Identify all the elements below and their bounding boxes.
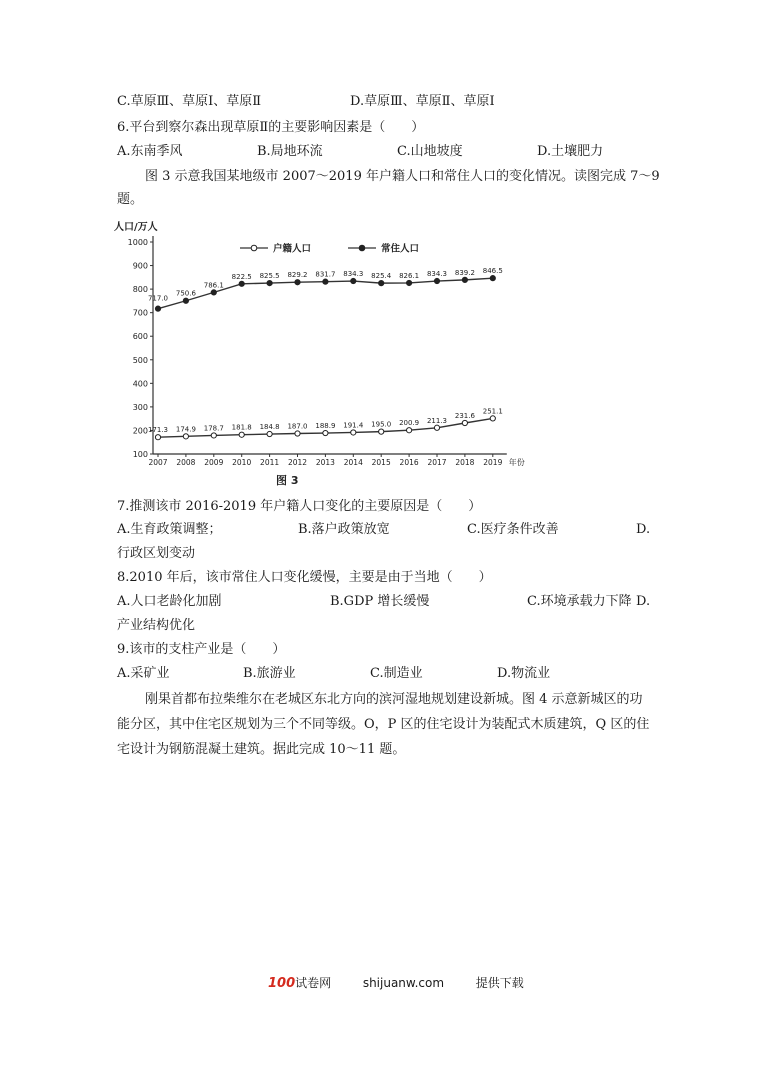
data-label: 826.1 (399, 271, 420, 280)
x-tick-label: 2018 (455, 458, 475, 467)
site-logo: 100 (268, 976, 296, 991)
data-point (183, 434, 188, 439)
y-tick-label: 100 (132, 450, 148, 459)
data-label: 181.8 (231, 423, 252, 432)
data-point (267, 431, 272, 436)
data-label: 750.6 (175, 289, 196, 298)
x-tick-label: 2008 (176, 458, 196, 467)
q8-stem: 8.2010 年后，该市常住人口变化缓慢，主要是由于当地（ ） (117, 570, 492, 585)
q5-option-d: D.草原Ⅲ、草原Ⅱ、草原Ⅰ (350, 94, 495, 109)
x-tick-label: 2014 (343, 458, 363, 467)
data-label: 187.0 (287, 422, 308, 431)
footer (268, 974, 524, 991)
data-label: 834.3 (426, 270, 448, 279)
data-point (379, 281, 384, 286)
q8-option-d: D. (636, 594, 651, 609)
intro-10-11-line3: 宅设计为钢筋混凝土建筑。据此完成 10～11 题。 (117, 742, 406, 757)
y-tick-label: 700 (132, 308, 148, 318)
q7-option-d: D. (636, 522, 651, 537)
q9-option-b: B.旅游业 (243, 666, 296, 681)
q8-option-c: C.环境承载力下降 (527, 594, 632, 609)
population-line-chart (112, 218, 532, 508)
data-label: 834.3 (343, 270, 364, 279)
x-tick-label: 2017 (427, 458, 447, 467)
y-axis-label: 人口/万人 (114, 222, 158, 233)
data-point (323, 430, 328, 435)
intro-10-11-line2: 能分区，其中住宅区规划为三个不同等级。O，P 区的住宅设计为装配式木质建筑，Q 区的住 (117, 717, 650, 732)
data-point (434, 425, 439, 430)
x-tick-label: 2007 (148, 458, 168, 467)
q9-option-d: D.物流业 (497, 666, 551, 681)
x-tick-label: 2011 (260, 458, 280, 467)
data-point (490, 416, 495, 421)
data-point (267, 281, 272, 286)
figure-label: 图 3 (276, 474, 299, 487)
x-tick-label: 2010 (232, 458, 252, 467)
footer-download: 提供下载 (475, 976, 524, 990)
q9-option-a: A.采矿业 (117, 666, 170, 681)
intro-10-11-line1: 刚果首都布拉柴维尔在老城区东北方向的滨河湿地规划建设新城。图 4 示意新城区的功 (145, 692, 643, 707)
q7-stem: 7.推测该市 2016-2019 年户籍人口变化的主要原因是（ ） (117, 499, 482, 514)
data-label: 188.9 (315, 422, 336, 431)
data-label: 178.7 (203, 424, 224, 433)
data-point (407, 280, 412, 285)
q5-option-c: C.草原Ⅲ、草原Ⅰ、草原Ⅱ (117, 94, 262, 109)
x-tick-label: 2012 (287, 458, 308, 467)
x-tick-label: 2009 (204, 458, 224, 467)
data-point (351, 278, 356, 283)
data-label: 195.0 (371, 420, 392, 429)
data-point (295, 431, 300, 436)
data-point (351, 430, 356, 435)
x-axis-label: 年份 (508, 458, 525, 467)
q7-option-d-continued: 行政区划变动 (117, 546, 196, 561)
data-point (295, 280, 300, 285)
data-point (211, 433, 216, 438)
q8-option-b: B.GDP 增长缓慢 (330, 594, 430, 609)
q6-option-c: C.山地坡度 (397, 144, 463, 159)
q9-option-c: C.制造业 (370, 666, 423, 681)
y-tick-label: 800 (132, 285, 148, 295)
data-label: 231.6 (454, 412, 475, 421)
y-tick-label: 600 (132, 332, 148, 342)
data-label: 200.9 (399, 419, 420, 428)
footer-domain[interactable]: shijuanw.com (362, 976, 445, 990)
x-tick-label: 2013 (315, 458, 335, 467)
data-point (155, 306, 160, 311)
q6-stem: 6.平台到察尔森出现草原Ⅱ的主要影响因素是（ ） (117, 120, 425, 135)
x-tick-label: 2015 (371, 458, 391, 467)
data-point (462, 420, 467, 425)
legend-marker (359, 245, 365, 251)
data-label: 717.0 (147, 294, 169, 303)
data-point (155, 435, 160, 440)
data-label: 825.4 (371, 272, 392, 281)
y-tick-label: 900 (132, 261, 148, 271)
q8-option-d-continued: 产业结构优化 (117, 618, 196, 633)
legend-label: 常住人口 (381, 243, 420, 255)
data-point (239, 432, 244, 437)
data-label: 831.7 (315, 270, 336, 279)
y-tick-label: 200 (132, 426, 148, 436)
data-point (407, 428, 412, 433)
legend-label: 户籍人口 (273, 243, 312, 255)
data-point (323, 279, 328, 284)
data-point (379, 429, 384, 434)
intro-7-9-line1: 图 3 示意我国某地级市 2007～2019 年户籍人口和常住人口的变化情况。读图完成 7～9 (145, 169, 660, 184)
legend-marker (251, 245, 257, 251)
y-tick-label: 400 (132, 379, 148, 389)
data-label: 184.8 (259, 423, 280, 432)
q7-option-b: B.落户政策放宽 (298, 522, 390, 537)
data-label: 191.4 (343, 421, 364, 430)
data-label: 786.1 (203, 281, 224, 290)
data-point (462, 277, 467, 282)
data-label: 829.2 (287, 271, 308, 280)
data-label: 251.1 (482, 407, 503, 416)
data-label: 825.5 (259, 272, 280, 281)
q6-option-d: D.土壤肥力 (537, 144, 604, 159)
data-label: 171.3 (147, 426, 169, 435)
data-point (211, 290, 216, 295)
q7-option-a: A.生育政策调整； (117, 522, 222, 537)
data-label: 846.5 (482, 267, 503, 276)
x-tick-label: 2016 (399, 458, 419, 467)
data-point (239, 281, 244, 286)
data-point (183, 298, 188, 303)
data-point (490, 276, 495, 281)
data-label: 211.3 (426, 416, 448, 425)
q6-option-a: A.东南季风 (117, 144, 183, 159)
y-tick-label: 300 (132, 402, 148, 412)
data-label: 174.9 (175, 425, 196, 434)
q6-option-b: B.局地环流 (257, 144, 323, 159)
data-label: 822.5 (231, 272, 252, 281)
y-tick-label: 1000 (127, 238, 148, 247)
x-tick-label: 2019 (483, 458, 503, 467)
y-tick-label: 500 (132, 355, 148, 365)
q7-option-c: C.医疗条件改善 (467, 522, 559, 537)
footer-site-name: 试卷网 (295, 976, 332, 990)
data-label: 839.2 (454, 268, 475, 277)
data-point (434, 278, 439, 283)
q8-option-a: A.人口老龄化加剧 (117, 594, 222, 609)
q9-stem: 9.该市的支柱产业是（ ） (117, 642, 286, 657)
intro-7-9-line2: 题。 (117, 192, 144, 207)
